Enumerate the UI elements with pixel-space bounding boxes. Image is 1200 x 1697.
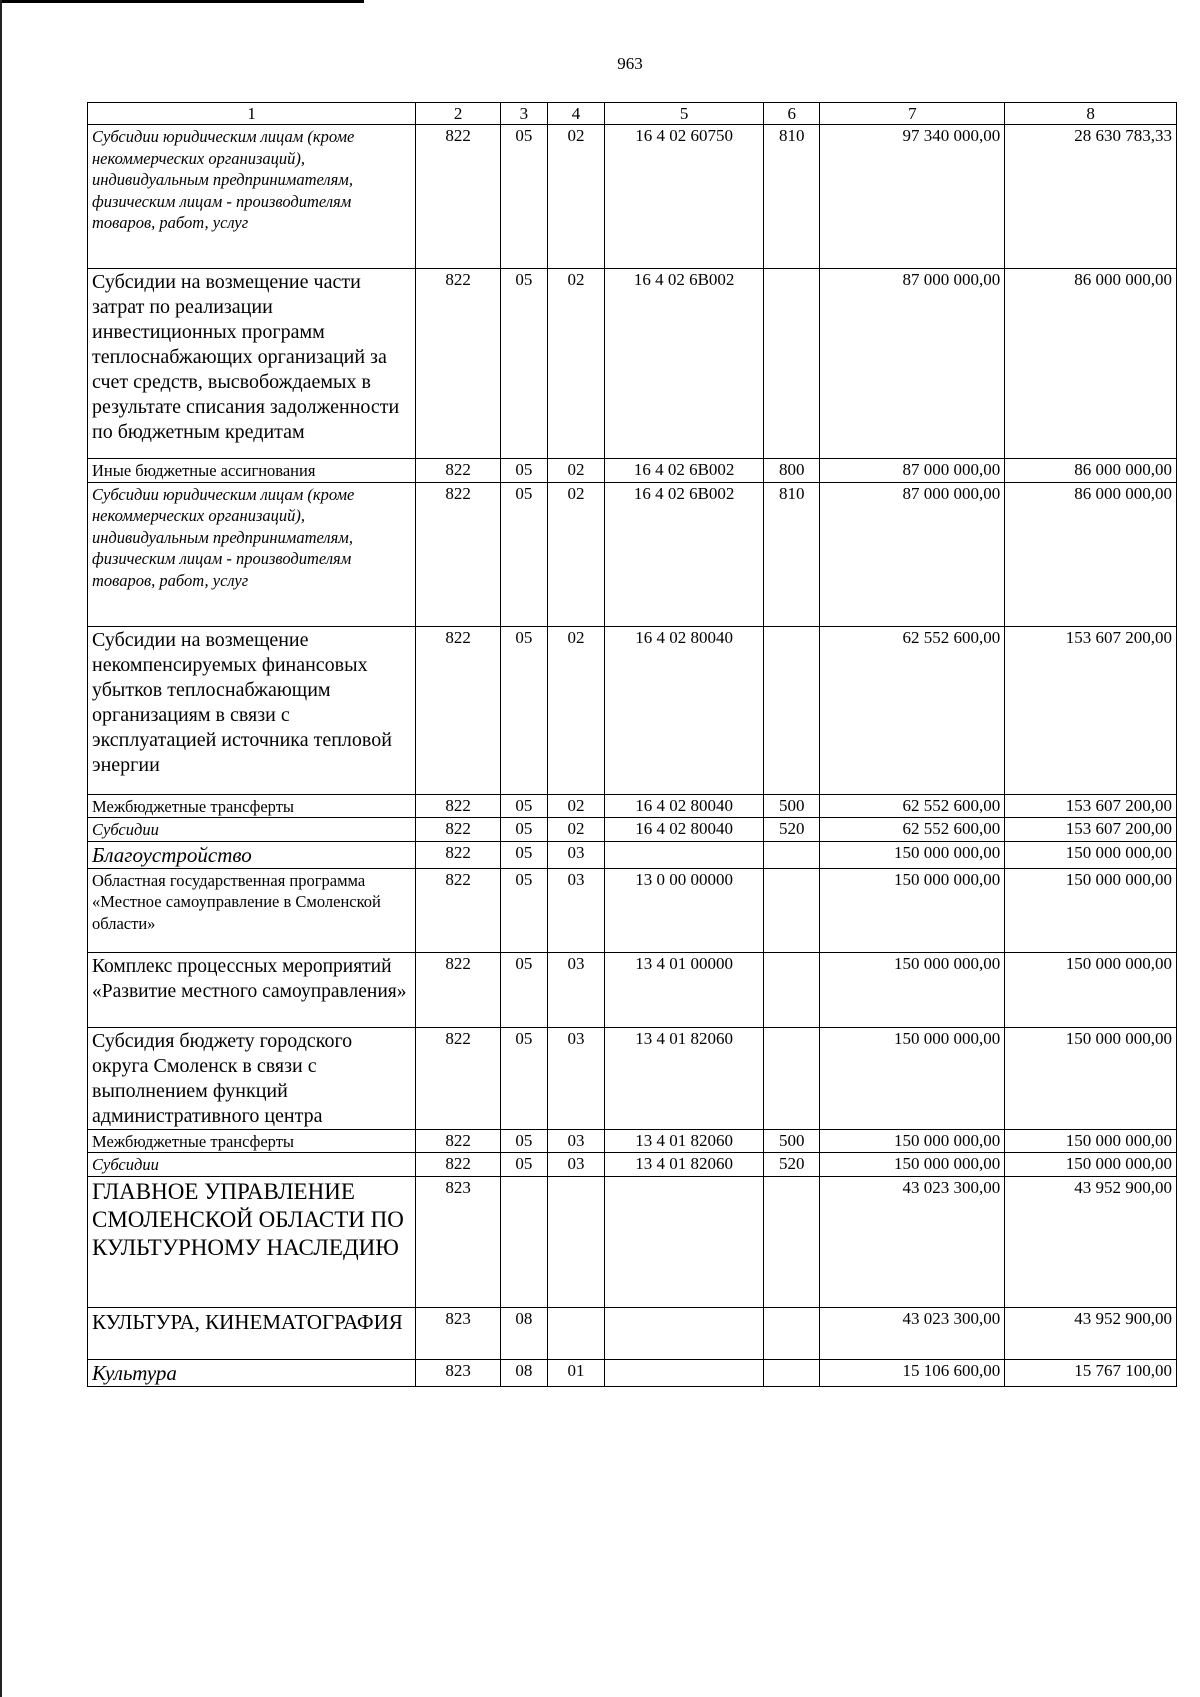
cell-col-5: 13 4 01 82060 (605, 1153, 764, 1177)
cell-col-2: 822 (416, 841, 501, 868)
row-name-cell: ГЛАВНОЕ УПРАВЛЕНИЕ СМОЛЕНСКОЙ ОБЛАСТИ ПО КУЛЬТУРНОМУ НАСЛЕДИЮ (88, 1176, 416, 1307)
row-name-cell: Субсидия бюджету городского округа Смоленск в связи с выполнением функций административного центра (88, 1027, 416, 1129)
cell-col-5 (605, 1176, 764, 1307)
table-row (88, 459, 1177, 483)
cell-col-8: 86 000 000,00 (1005, 459, 1177, 483)
cell-col-8: 153 607 200,00 (1005, 626, 1177, 794)
cell-col-2: 822 (416, 125, 501, 269)
cell-col-5 (605, 841, 764, 868)
cell-col-2: 822 (416, 818, 501, 842)
row-name-cell: Субсидии (88, 818, 416, 842)
row-name-cell: Благоустройство (88, 841, 416, 868)
cell-col-2: 822 (416, 269, 501, 459)
cell-col-7: 150 000 000,00 (820, 1027, 1005, 1129)
scan-edge-left (0, 0, 2, 1697)
cell-col-4: 02 (547, 818, 605, 842)
cell-col-6 (763, 1176, 820, 1307)
cell-col-4: 02 (547, 626, 605, 794)
cell-col-3: 05 (500, 841, 547, 868)
row-name-cell: Культура (88, 1359, 416, 1386)
cell-col-7: 150 000 000,00 (820, 1153, 1005, 1177)
table-row (88, 794, 1177, 818)
cell-col-7: 62 552 600,00 (820, 818, 1005, 842)
cell-col-3: 05 (500, 1027, 547, 1129)
cell-col-8: 150 000 000,00 (1005, 841, 1177, 868)
column-header: 3 (500, 103, 547, 125)
cell-col-8: 150 000 000,00 (1005, 1027, 1177, 1129)
cell-col-3: 05 (500, 952, 547, 1027)
cell-col-7: 150 000 000,00 (820, 868, 1005, 952)
cell-col-2: 822 (416, 1129, 501, 1153)
cell-col-6: 500 (763, 794, 820, 818)
table-row (88, 1129, 1177, 1153)
cell-col-7: 43 023 300,00 (820, 1307, 1005, 1359)
cell-col-7: 43 023 300,00 (820, 1176, 1005, 1307)
row-name-cell: Субсидии на возмещение части затрат по реализации инвестиционных программ теплоснабжающих организаций за счет средств, высвобождаемых в результате списания задолженности по бюджетным кредитам (88, 269, 416, 459)
cell-col-8: 150 000 000,00 (1005, 868, 1177, 952)
cell-col-4 (547, 1176, 605, 1307)
cell-col-4: 03 (547, 1129, 605, 1153)
cell-col-5: 16 4 02 80040 (605, 626, 764, 794)
cell-col-4: 02 (547, 482, 605, 626)
cell-col-7: 62 552 600,00 (820, 626, 1005, 794)
cell-col-4: 02 (547, 459, 605, 483)
cell-col-4: 02 (547, 269, 605, 459)
cell-col-3: 05 (500, 626, 547, 794)
cell-col-8: 153 607 200,00 (1005, 794, 1177, 818)
cell-col-6 (763, 269, 820, 459)
row-name-cell: КУЛЬТУРА, КИНЕМАТОГРАФИЯ (88, 1307, 416, 1359)
cell-col-3: 05 (500, 269, 547, 459)
cell-col-3: 05 (500, 125, 547, 269)
row-name-cell: Межбюджетные трансферты (88, 794, 416, 818)
cell-col-5: 16 4 02 80040 (605, 818, 764, 842)
cell-col-7: 62 552 600,00 (820, 794, 1005, 818)
cell-col-4: 03 (547, 868, 605, 952)
table-row (88, 952, 1177, 1027)
cell-col-5: 13 4 01 82060 (605, 1027, 764, 1129)
table-row (88, 269, 1177, 459)
cell-col-5 (605, 1359, 764, 1386)
column-header: 7 (820, 103, 1005, 125)
row-name-cell: Межбюджетные трансферты (88, 1129, 416, 1153)
cell-col-3: 05 (500, 1129, 547, 1153)
cell-col-3: 05 (500, 794, 547, 818)
cell-col-3 (500, 1176, 547, 1307)
cell-col-6 (763, 1359, 820, 1386)
cell-col-6 (763, 626, 820, 794)
cell-col-4: 03 (547, 1153, 605, 1177)
cell-col-5: 13 4 01 82060 (605, 1129, 764, 1153)
table-row (88, 818, 1177, 842)
cell-col-7: 150 000 000,00 (820, 841, 1005, 868)
column-header: 8 (1005, 103, 1177, 125)
cell-col-3: 08 (500, 1307, 547, 1359)
column-header: 2 (416, 103, 501, 125)
scan-edge-top (0, 0, 364, 3)
cell-col-8: 86 000 000,00 (1005, 482, 1177, 626)
cell-col-3: 05 (500, 818, 547, 842)
cell-col-2: 823 (416, 1359, 501, 1386)
cell-col-8: 150 000 000,00 (1005, 1153, 1177, 1177)
cell-col-2: 822 (416, 459, 501, 483)
cell-col-6: 800 (763, 459, 820, 483)
table-header-row (88, 103, 1177, 125)
cell-col-3: 05 (500, 1153, 547, 1177)
cell-col-6: 810 (763, 482, 820, 626)
cell-col-5: 16 4 02 60750 (605, 125, 764, 269)
cell-col-8: 86 000 000,00 (1005, 269, 1177, 459)
cell-col-2: 822 (416, 794, 501, 818)
cell-col-2: 822 (416, 952, 501, 1027)
cell-col-8: 150 000 000,00 (1005, 1129, 1177, 1153)
budget-table (87, 102, 1177, 1387)
column-header: 1 (88, 103, 416, 125)
cell-col-7: 150 000 000,00 (820, 1129, 1005, 1153)
cell-col-8: 15 767 100,00 (1005, 1359, 1177, 1386)
cell-col-4: 03 (547, 1027, 605, 1129)
cell-col-5: 16 4 02 80040 (605, 794, 764, 818)
cell-col-2: 823 (416, 1176, 501, 1307)
cell-col-7: 87 000 000,00 (820, 269, 1005, 459)
cell-col-5: 16 4 02 6B002 (605, 459, 764, 483)
cell-col-8: 153 607 200,00 (1005, 818, 1177, 842)
cell-col-3: 05 (500, 482, 547, 626)
cell-col-5: 16 4 02 6B002 (605, 269, 764, 459)
cell-col-4: 02 (547, 794, 605, 818)
row-name-cell: Субсидии юридическим лицам (кроме некоммерческих организаций), индивидуальным предпринимателям, физическим лицам - производителям товаров, работ, услуг (88, 482, 416, 626)
cell-col-2: 822 (416, 626, 501, 794)
cell-col-5 (605, 1307, 764, 1359)
row-name-cell: Субсидии на возмещение некомпенсируемых финансовых убытков теплоснабжающим организациям в связи с эксплуатацией источника тепловой энергии (88, 626, 416, 794)
row-name-cell: Областная государственная программа «Местное самоуправление в Смоленской области» (88, 868, 416, 952)
table-row (88, 1359, 1177, 1386)
table-row (88, 1307, 1177, 1359)
row-name-cell: Субсидии (88, 1153, 416, 1177)
row-name-cell: Субсидии юридическим лицам (кроме некоммерческих организаций), индивидуальным предпринимателям, физическим лицам - производителям товаров, работ, услуг (88, 125, 416, 269)
page-number: 963 (617, 54, 643, 73)
cell-col-4: 03 (547, 841, 605, 868)
cell-col-6: 520 (763, 818, 820, 842)
table-row (88, 868, 1177, 952)
column-header: 4 (547, 103, 605, 125)
row-name-cell: Комплекс процессных мероприятий «Развитие местного самоуправления» (88, 952, 416, 1027)
cell-col-4: 02 (547, 125, 605, 269)
cell-col-2: 823 (416, 1307, 501, 1359)
cell-col-3: 05 (500, 868, 547, 952)
cell-col-8: 43 952 900,00 (1005, 1176, 1177, 1307)
cell-col-7: 97 340 000,00 (820, 125, 1005, 269)
table-row (88, 482, 1177, 626)
cell-col-5: 13 4 01 00000 (605, 952, 764, 1027)
column-header: 6 (763, 103, 820, 125)
cell-col-8: 28 630 783,33 (1005, 125, 1177, 269)
cell-col-2: 822 (416, 1153, 501, 1177)
cell-col-6 (763, 868, 820, 952)
table-row (88, 1027, 1177, 1129)
cell-col-5: 16 4 02 6B002 (605, 482, 764, 626)
cell-col-6: 520 (763, 1153, 820, 1177)
table-row (88, 841, 1177, 868)
column-header: 5 (605, 103, 764, 125)
cell-col-4: 01 (547, 1359, 605, 1386)
cell-col-4 (547, 1307, 605, 1359)
cell-col-2: 822 (416, 482, 501, 626)
table-row (88, 626, 1177, 794)
cell-col-2: 822 (416, 1027, 501, 1129)
row-name-cell: Иные бюджетные ассигнования (88, 459, 416, 483)
cell-col-8: 150 000 000,00 (1005, 952, 1177, 1027)
cell-col-6: 500 (763, 1129, 820, 1153)
cell-col-7: 87 000 000,00 (820, 482, 1005, 626)
cell-col-6 (763, 1307, 820, 1359)
cell-col-8: 43 952 900,00 (1005, 1307, 1177, 1359)
cell-col-2: 822 (416, 868, 501, 952)
cell-col-7: 150 000 000,00 (820, 952, 1005, 1027)
table-row (88, 1176, 1177, 1307)
cell-col-4: 03 (547, 952, 605, 1027)
table-row (88, 125, 1177, 269)
cell-col-5: 13 0 00 00000 (605, 868, 764, 952)
cell-col-7: 87 000 000,00 (820, 459, 1005, 483)
cell-col-3: 08 (500, 1359, 547, 1386)
table-body (88, 125, 1177, 1387)
cell-col-6 (763, 841, 820, 868)
cell-col-6: 810 (763, 125, 820, 269)
cell-col-6 (763, 1027, 820, 1129)
table-row (88, 1153, 1177, 1177)
cell-col-6 (763, 952, 820, 1027)
cell-col-3: 05 (500, 459, 547, 483)
cell-col-7: 15 106 600,00 (820, 1359, 1005, 1386)
